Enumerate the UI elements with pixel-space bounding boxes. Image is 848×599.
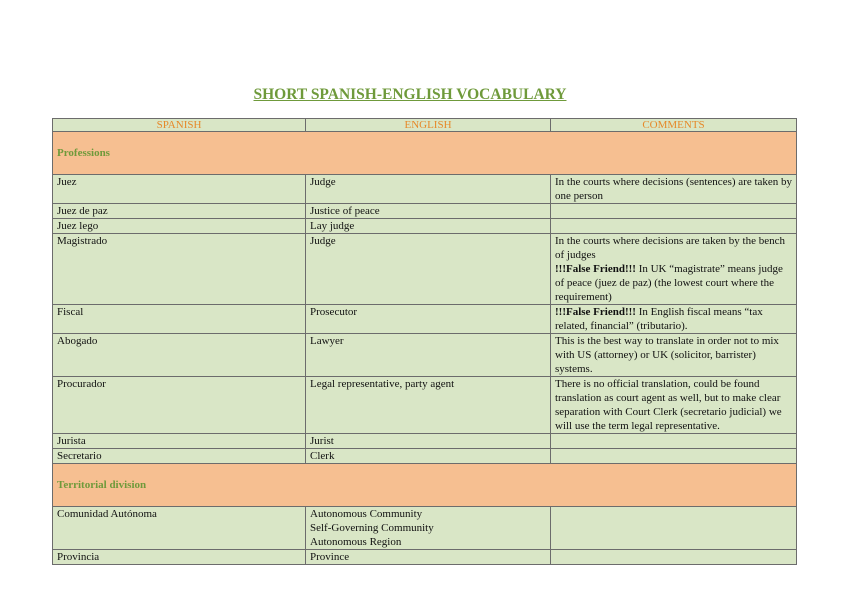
table-row: [53, 204, 797, 219]
table-row: [53, 434, 797, 449]
cell-english: [306, 550, 551, 565]
cell-comment: [551, 219, 797, 234]
false-friend-warning: !!!False Friend!!!: [555, 306, 636, 318]
cell-spanish: Juez: [53, 175, 306, 204]
cell-spanish: Jurista: [53, 434, 306, 449]
cell-spanish: Comunidad Autónoma: [53, 507, 306, 550]
english-term: Judge: [310, 235, 336, 247]
cell-comment: [551, 507, 797, 550]
table-row: [53, 305, 797, 334]
english-term: Province: [310, 551, 350, 563]
cell-english: [306, 377, 551, 434]
comment-text: In the courts where decisions (sentences) are taken by one person: [555, 176, 793, 202]
cell-spanish: Juez lego: [53, 219, 306, 234]
header-row: [53, 119, 797, 132]
cell-spanish: Magistrado: [53, 234, 306, 305]
table-row: [53, 550, 797, 565]
english-term: Autonomous Community: [310, 508, 423, 520]
cell-comment: [551, 234, 797, 305]
english-term: Legal representative, party agent: [310, 378, 455, 390]
english-term: Self-Governing Community: [310, 522, 434, 534]
table-row: [53, 234, 797, 305]
cell-comment: [551, 434, 797, 449]
cell-comment: [551, 204, 797, 219]
cell-spanish: Juez de paz: [53, 204, 306, 219]
english-term: Prosecutor: [310, 306, 358, 318]
cell-comment: [551, 449, 797, 464]
cell-english: [306, 434, 551, 449]
cell-spanish: Procurador: [53, 377, 306, 434]
cell-spanish: Provincia: [53, 550, 306, 565]
table-row: [53, 449, 797, 464]
cell-english: [306, 234, 551, 305]
cell-english: [306, 334, 551, 377]
table-row: [53, 377, 797, 434]
header-english: ENGLISH: [306, 119, 551, 132]
section-label: Professions: [53, 132, 797, 175]
header-spanish: SPANISH: [53, 119, 306, 132]
english-term: Clerk: [310, 450, 335, 462]
cell-comment: [551, 305, 797, 334]
cell-english: [306, 219, 551, 234]
english-term: Justice of peace: [310, 205, 380, 217]
english-term: Lay judge: [310, 220, 355, 232]
cell-comment: [551, 334, 797, 377]
cell-spanish: Fiscal: [53, 305, 306, 334]
table-row: [53, 219, 797, 234]
comment-note: [555, 305, 792, 333]
vocabulary-body: [53, 132, 797, 565]
document-title: SHORT SPANISH-ENGLISH VOCABULARY: [253, 86, 567, 103]
cell-comment: [551, 550, 797, 565]
cell-english: [306, 449, 551, 464]
english-term: Lawyer: [310, 335, 344, 347]
table-row: [53, 507, 797, 550]
section-row: [53, 464, 797, 507]
header-comments: COMMENTS: [551, 119, 797, 132]
section-label: Territorial division: [53, 464, 797, 507]
cell-comment: [551, 377, 797, 434]
comment-text: There is no official translation, could be found translation as court agent as well, but to make clear separation with Court Clerk (secretario judicial) we will use the term legal representative.: [555, 378, 782, 432]
table-row: [53, 175, 797, 204]
vocabulary-table: [52, 118, 797, 565]
section-row: [53, 132, 797, 175]
english-term: Jurist: [310, 435, 334, 447]
comment-note-text: In English fiscal means “tax related, financial” (tributario).: [555, 306, 763, 332]
table-row: [53, 334, 797, 377]
false-friend-warning: !!!False Friend!!!: [555, 263, 636, 275]
cell-spanish: Secretario: [53, 449, 306, 464]
comment-text: This is the best way to translate in order not to mix with US (attorney) or UK (solicitor, barrister) systems.: [555, 335, 779, 375]
cell-english: [306, 305, 551, 334]
english-term: Judge: [310, 176, 336, 188]
comment-note: [555, 262, 792, 304]
cell-comment: [551, 175, 797, 204]
english-term: Autonomous Region: [310, 536, 402, 548]
cell-spanish: Abogado: [53, 334, 306, 377]
cell-english: [306, 175, 551, 204]
cell-english: [306, 204, 551, 219]
cell-english: [306, 507, 551, 550]
comment-text: In the courts where decisions are taken by the bench of judges: [555, 235, 785, 261]
comment-note-text: In UK “magistrate” means judge of peace (juez de paz) (the lowest court where the requirement): [555, 263, 783, 303]
